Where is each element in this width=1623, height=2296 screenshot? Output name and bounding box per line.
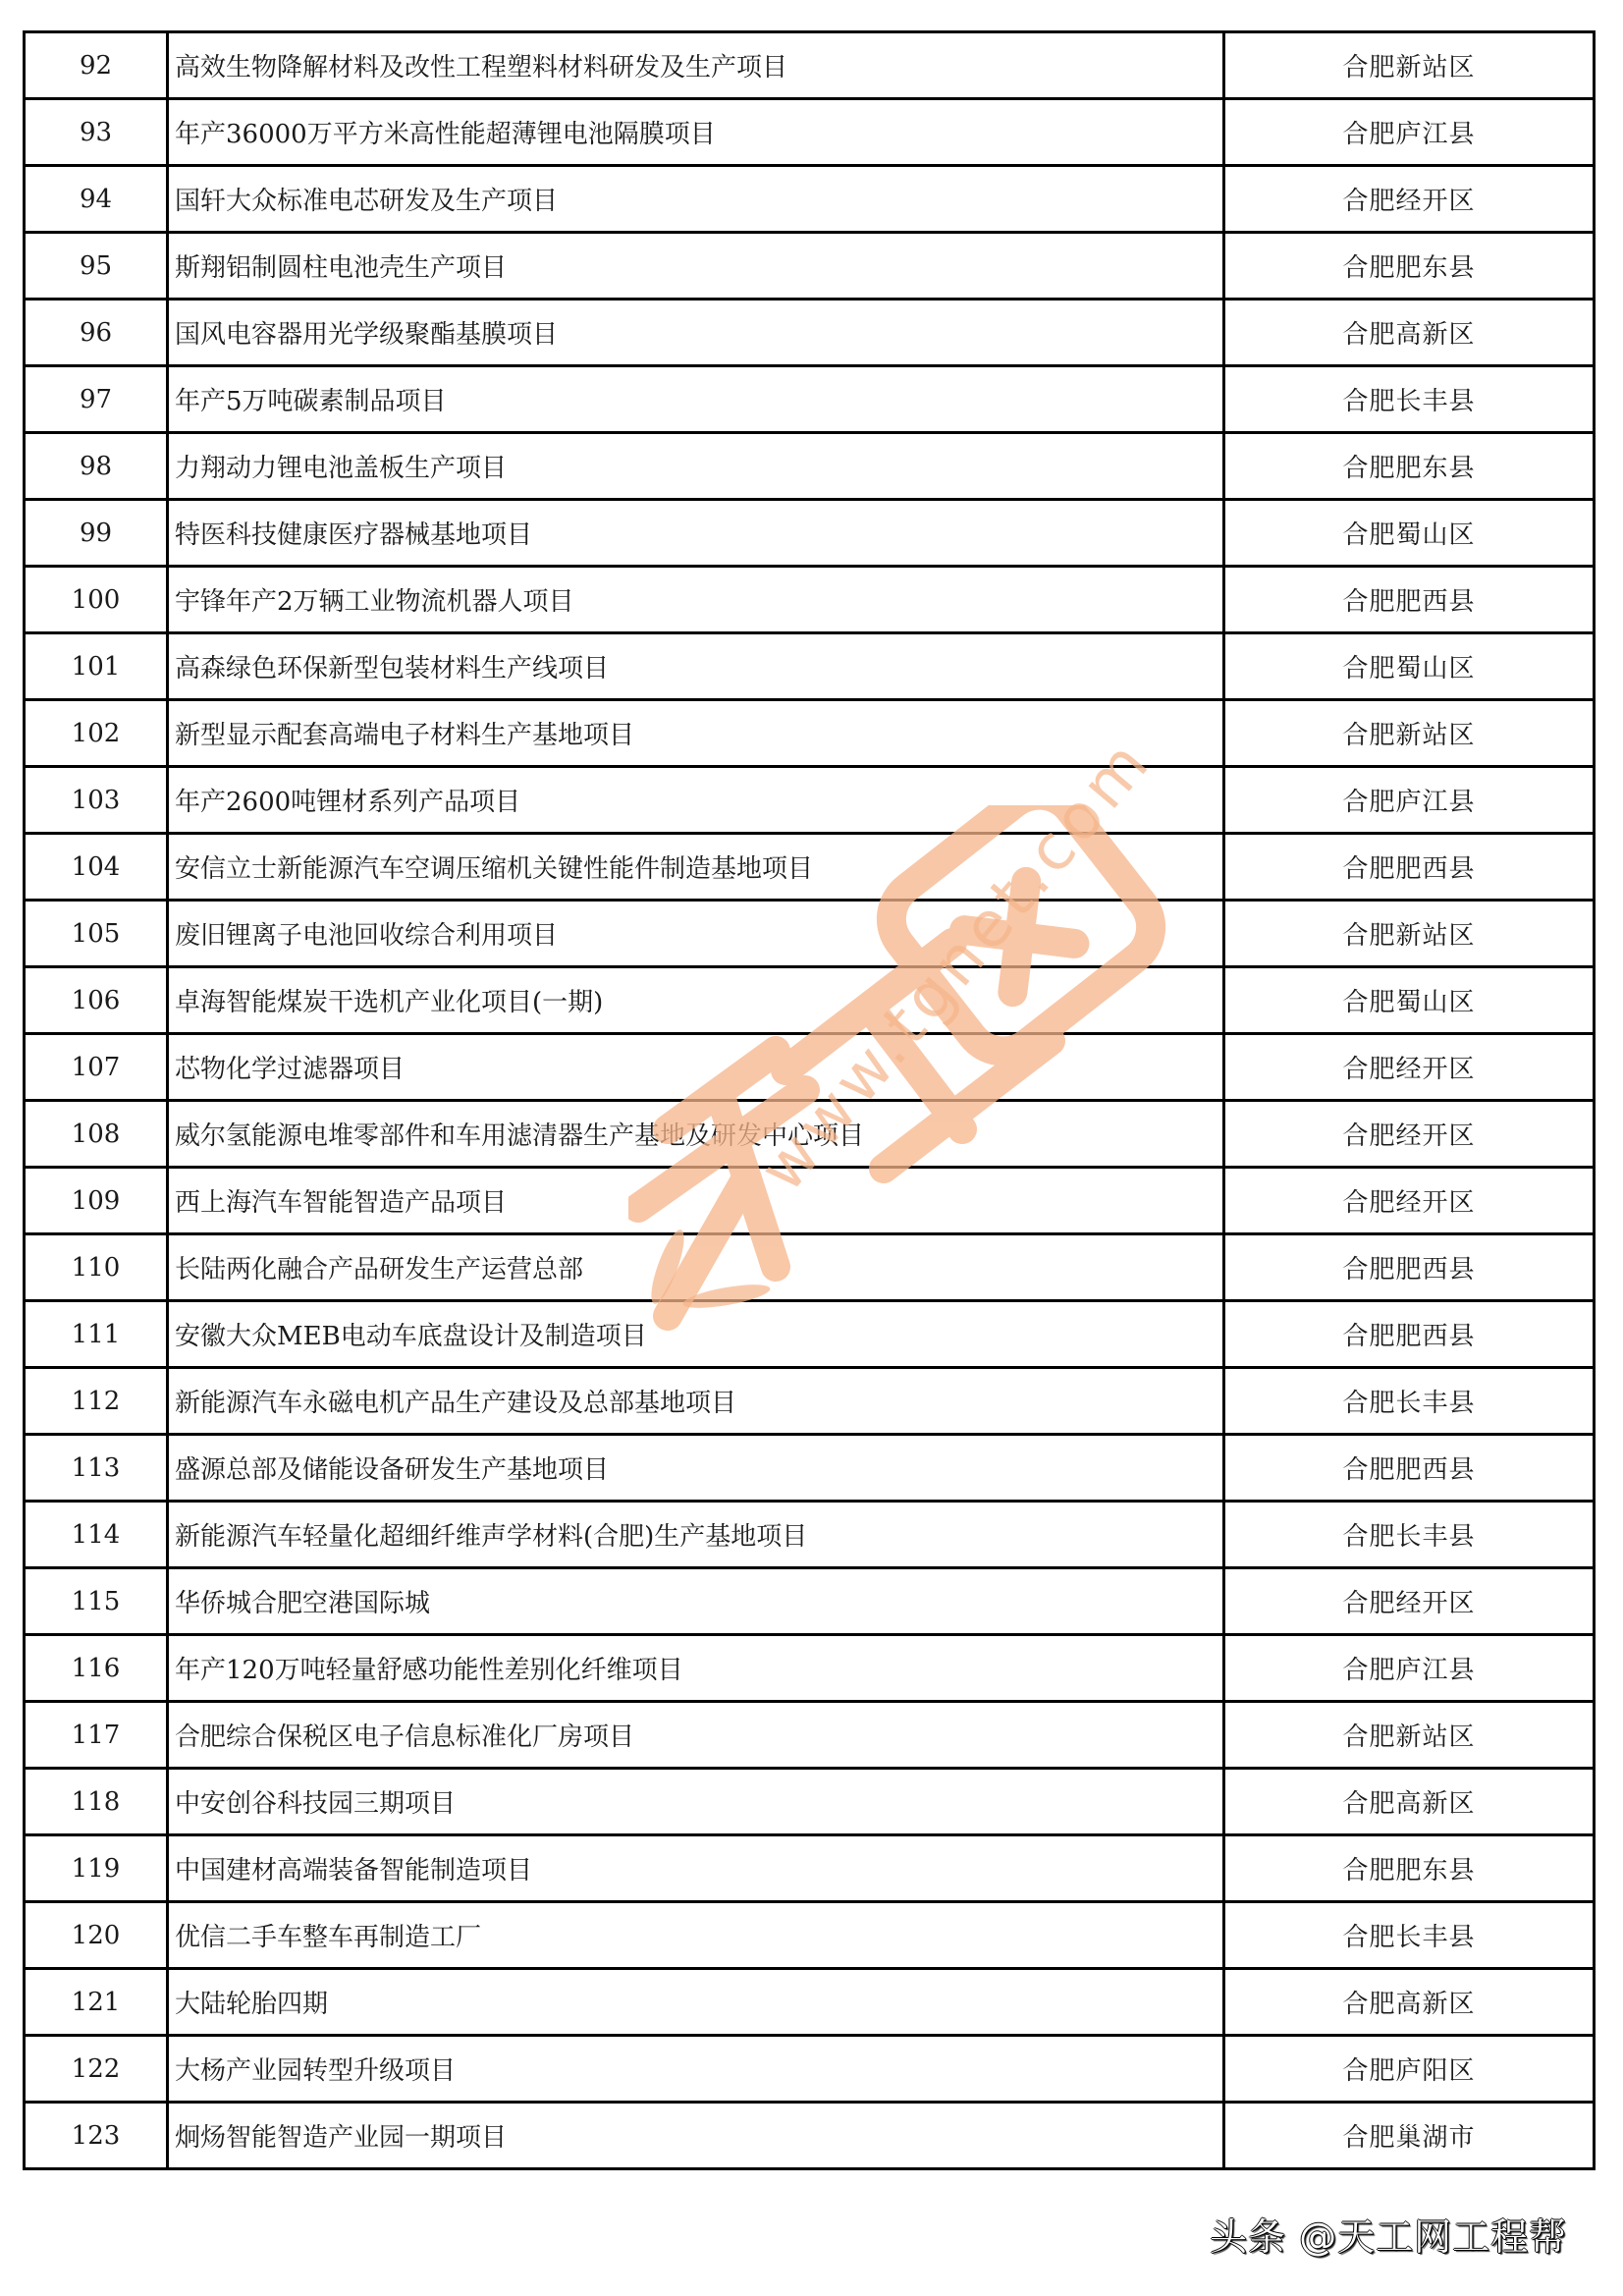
project-name-cell: 合肥综合保税区电子信息标准化厂房项目 [168, 1702, 1224, 1769]
row-number-cell: 122 [25, 2036, 168, 2103]
row-number-cell: 92 [25, 32, 168, 99]
location-cell: 合肥高新区 [1224, 1769, 1595, 1835]
row-number-cell: 114 [25, 1502, 168, 1568]
row-number-cell: 93 [25, 99, 168, 166]
row-number-cell: 115 [25, 1568, 168, 1635]
table-row [25, 433, 1595, 500]
project-name-cell: 新能源汽车永磁电机产品生产建设及总部基地项目 [168, 1368, 1224, 1435]
row-number-cell: 117 [25, 1702, 168, 1769]
row-number-cell: 123 [25, 2103, 168, 2169]
table-row [25, 166, 1595, 233]
project-name-cell: 高效生物降解材料及改性工程塑料材料研发及生产项目 [168, 32, 1224, 99]
table-row [25, 1435, 1595, 1502]
project-name-cell: 年产2600吨锂材系列产品项目 [168, 767, 1224, 834]
project-name-cell: 炯炀智能智造产业园一期项目 [168, 2103, 1224, 2169]
row-number-cell: 101 [25, 633, 168, 700]
table-row [25, 300, 1595, 366]
table-row [25, 1635, 1595, 1702]
project-name-cell: 长陆两化融合产品研发生产运营总部 [168, 1234, 1224, 1301]
row-number-cell: 118 [25, 1769, 168, 1835]
project-name-cell: 芯物化学过滤器项目 [168, 1034, 1224, 1101]
location-cell: 合肥长丰县 [1224, 366, 1595, 433]
row-number-cell: 96 [25, 300, 168, 366]
project-name-cell: 安信立士新能源汽车空调压缩机关键性能件制造基地项目 [168, 834, 1224, 901]
table-row [25, 1301, 1595, 1368]
toutiao-source-watermark: 头条 @天工网工程帮 [1210, 2215, 1568, 2259]
location-cell: 合肥长丰县 [1224, 1368, 1595, 1435]
project-name-cell: 优信二手车整车再制造工厂 [168, 1902, 1224, 1969]
tgnet-url-watermark: www.tgnet.com [746, 724, 1166, 1206]
location-cell: 合肥肥东县 [1224, 1835, 1595, 1902]
table-row [25, 1502, 1595, 1568]
table-row [25, 1568, 1595, 1635]
project-name-cell: 高森绿色环保新型包装材料生产线项目 [168, 633, 1224, 700]
location-cell: 合肥新站区 [1224, 700, 1595, 767]
location-cell: 合肥肥东县 [1224, 433, 1595, 500]
table-row [25, 99, 1595, 166]
table-row [25, 233, 1595, 300]
project-name-cell: 中安创谷科技园三期项目 [168, 1769, 1224, 1835]
table-row [25, 500, 1595, 567]
row-number-cell: 98 [25, 433, 168, 500]
row-number-cell: 95 [25, 233, 168, 300]
location-cell: 合肥肥西县 [1224, 834, 1595, 901]
project-name-cell: 大陆轮胎四期 [168, 1969, 1224, 2036]
location-cell: 合肥经开区 [1224, 1101, 1595, 1168]
table-row [25, 2036, 1595, 2103]
table-row [25, 1902, 1595, 1969]
location-cell: 合肥高新区 [1224, 300, 1595, 366]
table-row [25, 1769, 1595, 1835]
table-row [25, 32, 1595, 99]
table-row [25, 1835, 1595, 1902]
project-name-cell: 废旧锂离子电池回收综合利用项目 [168, 901, 1224, 967]
project-name-cell: 国轩大众标准电芯研发及生产项目 [168, 166, 1224, 233]
location-cell: 合肥新站区 [1224, 32, 1595, 99]
row-number-cell: 104 [25, 834, 168, 901]
location-cell: 合肥蜀山区 [1224, 633, 1595, 700]
row-number-cell: 99 [25, 500, 168, 567]
project-name-cell: 国风电容器用光学级聚酯基膜项目 [168, 300, 1224, 366]
table-row [25, 700, 1595, 767]
table-row [25, 2103, 1595, 2169]
project-name-cell: 安徽大众MEB电动车底盘设计及制造项目 [168, 1301, 1224, 1368]
project-name-cell: 西上海汽车智能智造产品项目 [168, 1168, 1224, 1234]
location-cell: 合肥肥西县 [1224, 1301, 1595, 1368]
project-name-cell: 盛源总部及储能设备研发生产基地项目 [168, 1435, 1224, 1502]
table-row [25, 1702, 1595, 1769]
location-cell: 合肥巢湖市 [1224, 2103, 1595, 2169]
row-number-cell: 107 [25, 1034, 168, 1101]
location-cell: 合肥长丰县 [1224, 1502, 1595, 1568]
location-cell: 合肥肥东县 [1224, 233, 1595, 300]
table-row [25, 967, 1595, 1034]
project-name-cell: 斯翔铝制圆柱电池壳生产项目 [168, 233, 1224, 300]
location-cell: 合肥肥西县 [1224, 1435, 1595, 1502]
table-row [25, 633, 1595, 700]
row-number-cell: 111 [25, 1301, 168, 1368]
location-cell: 合肥庐阳区 [1224, 2036, 1595, 2103]
row-number-cell: 109 [25, 1168, 168, 1234]
row-number-cell: 120 [25, 1902, 168, 1969]
table-row [25, 567, 1595, 633]
location-cell: 合肥经开区 [1224, 1168, 1595, 1234]
row-number-cell: 103 [25, 767, 168, 834]
row-number-cell: 113 [25, 1435, 168, 1502]
row-number-cell: 100 [25, 567, 168, 633]
location-cell: 合肥长丰县 [1224, 1902, 1595, 1969]
table-row [25, 1368, 1595, 1435]
row-number-cell: 106 [25, 967, 168, 1034]
location-cell: 合肥庐江县 [1224, 767, 1595, 834]
row-number-cell: 108 [25, 1101, 168, 1168]
row-number-cell: 102 [25, 700, 168, 767]
project-name-cell: 年产120万吨轻量舒感功能性差别化纤维项目 [168, 1635, 1224, 1702]
project-name-cell: 宇锋年产2万辆工业物流机器人项目 [168, 567, 1224, 633]
location-cell: 合肥蜀山区 [1224, 500, 1595, 567]
row-number-cell: 121 [25, 1969, 168, 2036]
project-name-cell: 特医科技健康医疗器械基地项目 [168, 500, 1224, 567]
location-cell: 合肥高新区 [1224, 1969, 1595, 2036]
row-number-cell: 116 [25, 1635, 168, 1702]
location-cell: 合肥蜀山区 [1224, 967, 1595, 1034]
location-cell: 合肥肥西县 [1224, 1234, 1595, 1301]
table-row [25, 901, 1595, 967]
location-cell: 合肥经开区 [1224, 166, 1595, 233]
project-name-cell: 卓海智能煤炭干选机产业化项目(一期) [168, 967, 1224, 1034]
table-row [25, 366, 1595, 433]
location-cell: 合肥经开区 [1224, 1034, 1595, 1101]
project-name-cell: 年产5万吨碳素制品项目 [168, 366, 1224, 433]
location-cell: 合肥经开区 [1224, 1568, 1595, 1635]
project-name-cell: 威尔氢能源电堆零部件和车用滤清器生产基地及研发中心项目 [168, 1101, 1224, 1168]
row-number-cell: 105 [25, 901, 168, 967]
table-row [25, 834, 1595, 901]
project-name-cell: 华侨城合肥空港国际城 [168, 1568, 1224, 1635]
table-row [25, 1969, 1595, 2036]
table-row [25, 1234, 1595, 1301]
row-number-cell: 94 [25, 166, 168, 233]
row-number-cell: 112 [25, 1368, 168, 1435]
project-name-cell: 新能源汽车轻量化超细纤维声学材料(合肥)生产基地项目 [168, 1502, 1224, 1568]
row-number-cell: 110 [25, 1234, 168, 1301]
project-name-cell: 大杨产业园转型升级项目 [168, 2036, 1224, 2103]
row-number-cell: 97 [25, 366, 168, 433]
table-row [25, 767, 1595, 834]
location-cell: 合肥新站区 [1224, 1702, 1595, 1769]
project-name-cell: 年产36000万平方米高性能超薄锂电池隔膜项目 [168, 99, 1224, 166]
row-number-cell: 119 [25, 1835, 168, 1902]
location-cell: 合肥肥西县 [1224, 567, 1595, 633]
project-name-cell: 新型显示配套高端电子材料生产基地项目 [168, 700, 1224, 767]
project-name-cell: 中国建材高端装备智能制造项目 [168, 1835, 1224, 1902]
location-cell: 合肥新站区 [1224, 901, 1595, 967]
project-name-cell: 力翔动力锂电池盖板生产项目 [168, 433, 1224, 500]
location-cell: 合肥庐江县 [1224, 99, 1595, 166]
location-cell: 合肥庐江县 [1224, 1635, 1595, 1702]
